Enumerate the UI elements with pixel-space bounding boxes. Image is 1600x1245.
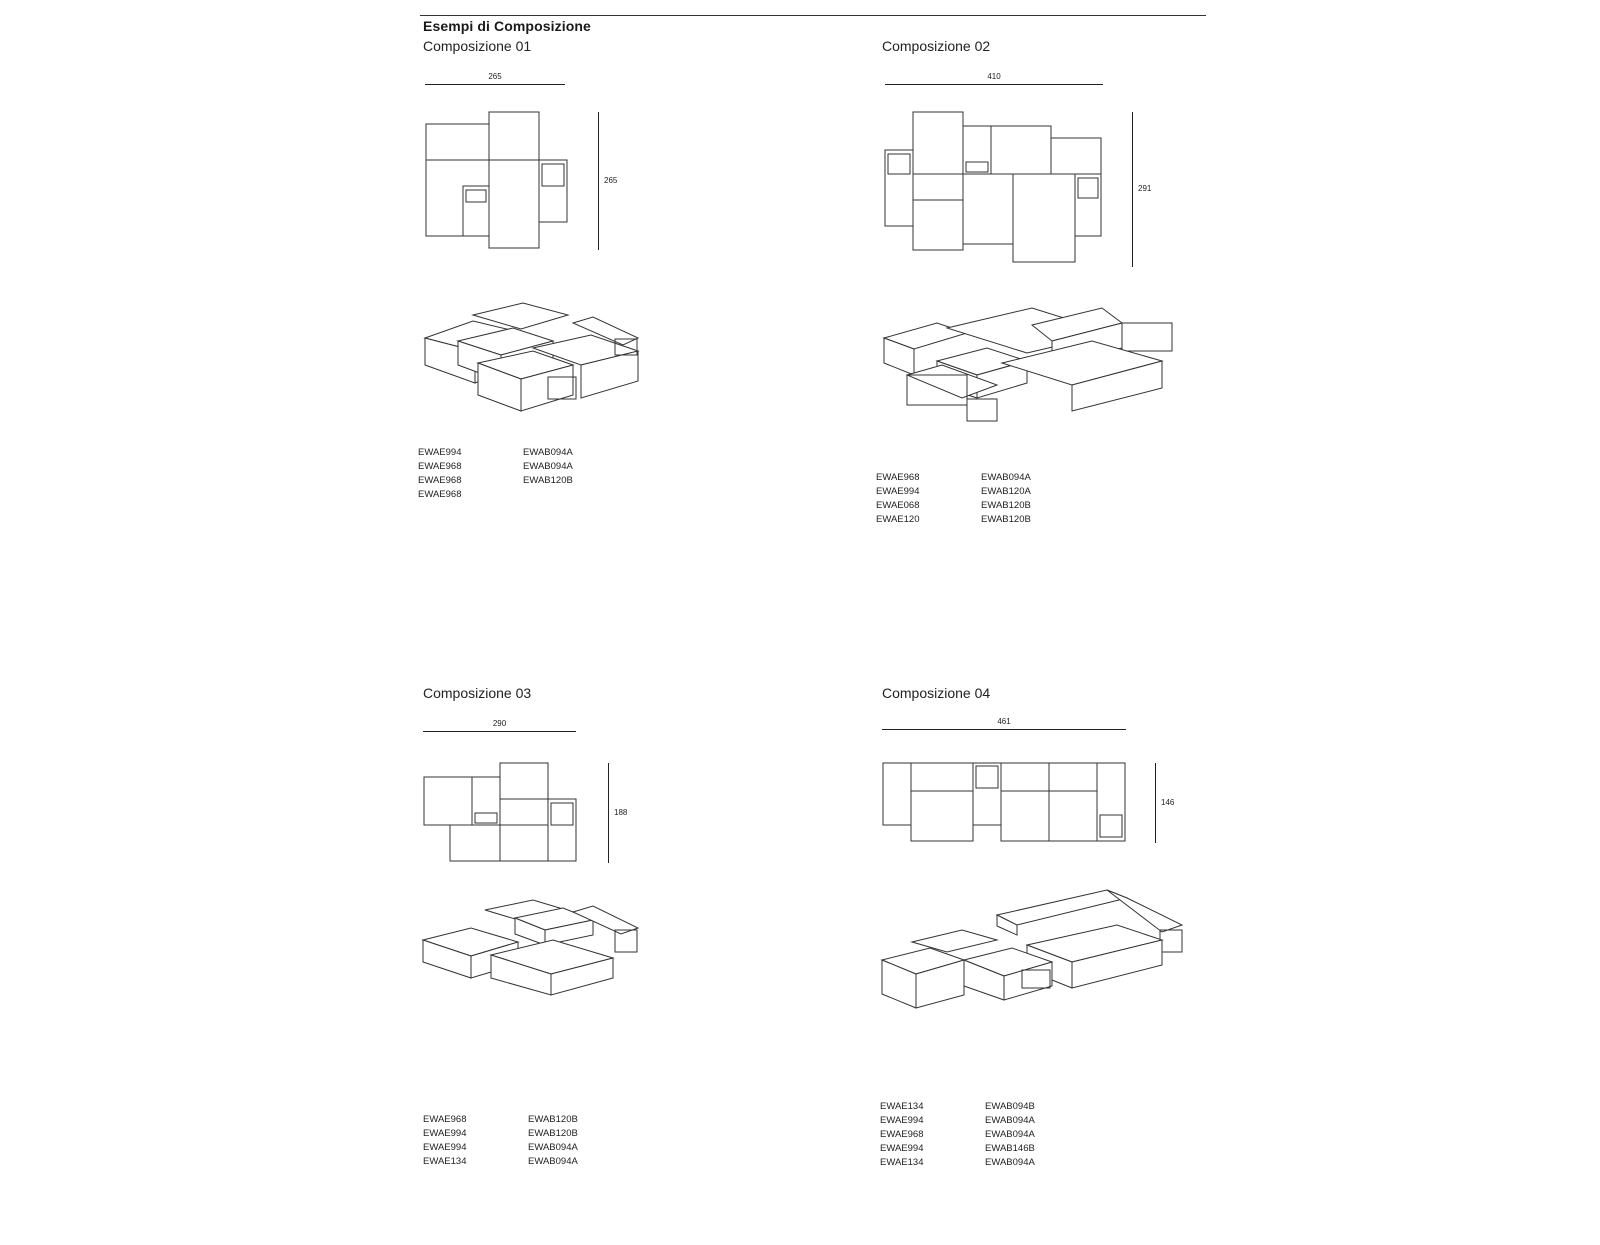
- height-dimension: [1132, 112, 1152, 267]
- width-label: 265: [488, 72, 502, 81]
- width-label: 410: [987, 72, 1001, 81]
- code-item: EWAE994: [880, 1115, 924, 1126]
- codes-right-list: [985, 1100, 1040, 1170]
- code-item: EWAE134: [880, 1101, 924, 1112]
- page-title: Esempi di Composizione: [423, 18, 591, 34]
- code-item: EWAE968: [423, 1114, 467, 1125]
- code-item: EWAE994: [876, 486, 920, 497]
- width-dimension: [882, 719, 1126, 730]
- code-item: EWAE968: [880, 1129, 924, 1140]
- codes-left-list: [880, 1100, 935, 1170]
- perspective-drawing: [882, 303, 1182, 443]
- code-item: EWAB120B: [523, 475, 573, 486]
- code-item: EWAB094A: [981, 472, 1031, 483]
- height-label: 188: [614, 808, 628, 817]
- codes-left-list: [423, 1113, 478, 1169]
- width-dimension: [425, 74, 565, 85]
- plan-drawing: [882, 761, 1142, 851]
- code-item: EWAB094A: [523, 447, 573, 458]
- product-codes: [880, 1100, 1040, 1170]
- code-item: EWAB094A: [523, 461, 573, 472]
- code-item: EWAB120B: [981, 500, 1031, 511]
- composition-title: Composizione 03: [423, 685, 532, 701]
- height-label: 265: [604, 176, 618, 185]
- product-codes: [418, 446, 578, 502]
- composition-04: [882, 685, 1302, 1200]
- composition-01: [418, 38, 843, 598]
- width-dimension: [885, 74, 1103, 85]
- codes-left-list: [418, 446, 473, 502]
- code-item: EWAB094A: [985, 1129, 1035, 1140]
- code-item: EWAE068: [876, 500, 920, 511]
- codes-left-list: [876, 471, 931, 527]
- code-item: EWAB120B: [528, 1114, 578, 1125]
- code-item: EWAB094A: [528, 1156, 578, 1167]
- perspective-drawing: [882, 890, 1202, 1025]
- product-codes: [423, 1113, 583, 1169]
- code-item: EWAB094A: [528, 1142, 578, 1153]
- code-item: EWAE968: [418, 461, 462, 472]
- code-item: EWAE994: [418, 447, 462, 458]
- perspective-drawing: [423, 303, 663, 433]
- composition-title: Composizione 04: [882, 685, 991, 701]
- code-item: EWAE994: [423, 1142, 467, 1153]
- codes-right-list: [981, 471, 1036, 527]
- code-item: EWAE134: [423, 1156, 467, 1167]
- height-dimension: [608, 763, 628, 863]
- composition-title: Composizione 02: [882, 38, 991, 54]
- width-label: 461: [997, 717, 1011, 726]
- code-item: EWAE968: [876, 472, 920, 483]
- code-item: EWAB120B: [981, 514, 1031, 525]
- codes-right-list: [523, 446, 578, 502]
- plan-drawing: [882, 110, 1122, 280]
- code-item: EWAB094B: [985, 1101, 1035, 1112]
- code-item: EWAE968: [418, 475, 462, 486]
- height-label: 291: [1138, 184, 1152, 193]
- perspective-drawing: [423, 900, 663, 1000]
- code-item: EWAE994: [880, 1143, 924, 1154]
- width-dimension: [423, 721, 576, 732]
- composition-03: [423, 685, 843, 1245]
- height-dimension: [1155, 763, 1175, 843]
- code-item: EWAB120B: [528, 1128, 578, 1139]
- top-rule: [420, 15, 1206, 16]
- width-label: 290: [492, 719, 507, 728]
- code-item: EWAB094A: [985, 1157, 1035, 1168]
- code-item: EWAE134: [880, 1157, 924, 1168]
- composition-02: [876, 38, 1302, 598]
- plan-drawing: [423, 761, 593, 871]
- product-codes: [876, 471, 1036, 527]
- code-item: EWAB120A: [981, 486, 1031, 497]
- composition-title: Composizione 01: [423, 38, 532, 54]
- plan-drawing: [423, 110, 603, 260]
- code-item: EWAB094A: [985, 1115, 1035, 1126]
- code-item: EWAE120: [876, 514, 920, 525]
- codes-right-list: [528, 1113, 583, 1169]
- code-item: EWAB146B: [985, 1143, 1035, 1154]
- code-item: EWAE968: [418, 489, 462, 500]
- code-item: EWAE994: [423, 1128, 467, 1139]
- height-label: 146: [1161, 798, 1175, 807]
